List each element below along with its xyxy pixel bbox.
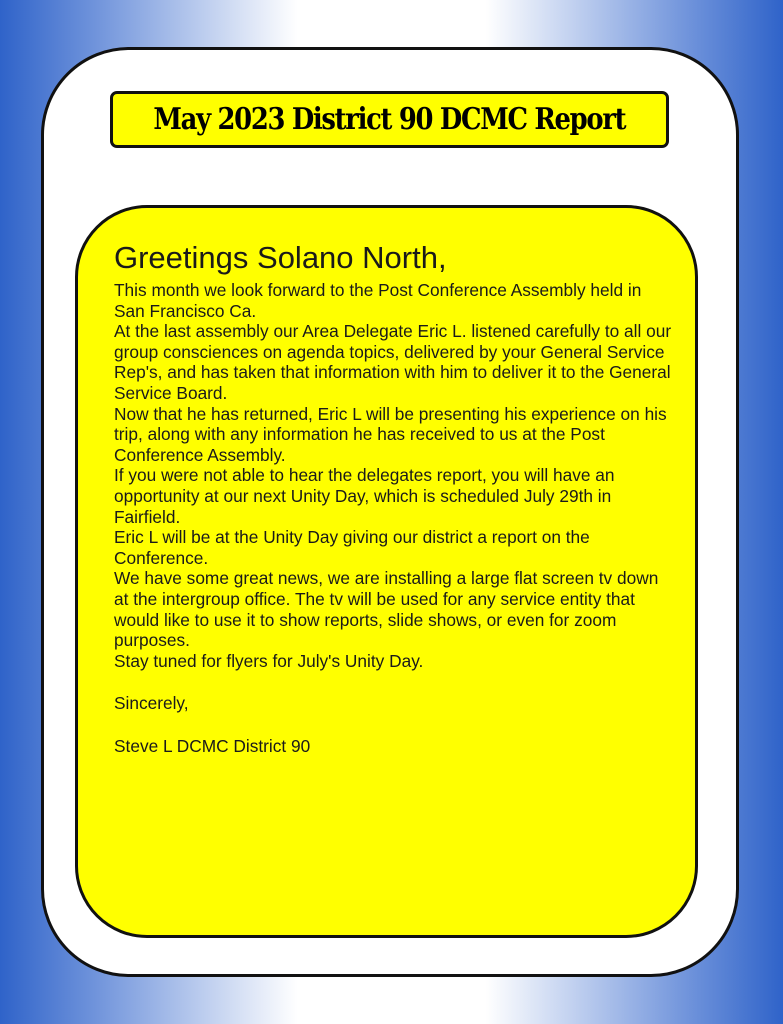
report-title: May 2023 District 90 DCMC Report [153,102,626,137]
paragraph-delegate-return: Now that he has returned, Eric L will be presenting his experience on his trip, along with any information he has received to us at the Post Conference Assembly. [114,403,667,465]
paragraph-flyers: Stay tuned for flyers for July's Unity Day. [114,650,424,671]
paragraph-last-assembly: At the last assembly our Area Delegate Eric L. listened carefully to all our group consciences on agenda topics, delivered by your General Service Rep's, and has taken that information with him to deliver it to the General Service Board. [114,321,672,403]
paragraph-post-conference: This month we look forward to the Post Conference Assembly held in San Francisco Ca. [114,280,642,321]
signature: Steve L DCMC District 90 [114,735,311,756]
spacer [114,714,674,736]
paragraph-unity-day: If you were not able to hear the delegates report, you will have an opportunity at our next Unity Day, which is scheduled July 29th in Fairfield. [114,465,615,527]
spacer [114,671,674,693]
letter-body [114,238,674,756]
title-banner [110,91,669,148]
paragraph-tv-news: We have some great news, we are installing a large flat screen tv down at the intergroup office. The tv will be used for any service entity that would like to use it to show reports, slide shows, or even for zoom purposes. [114,568,659,651]
paragraph-conference-report: Eric L will be at the Unity Day giving our district a report on the Conference. [114,527,590,568]
closing: Sincerely, [114,693,189,714]
greeting: Greetings Solano North, [114,240,447,275]
